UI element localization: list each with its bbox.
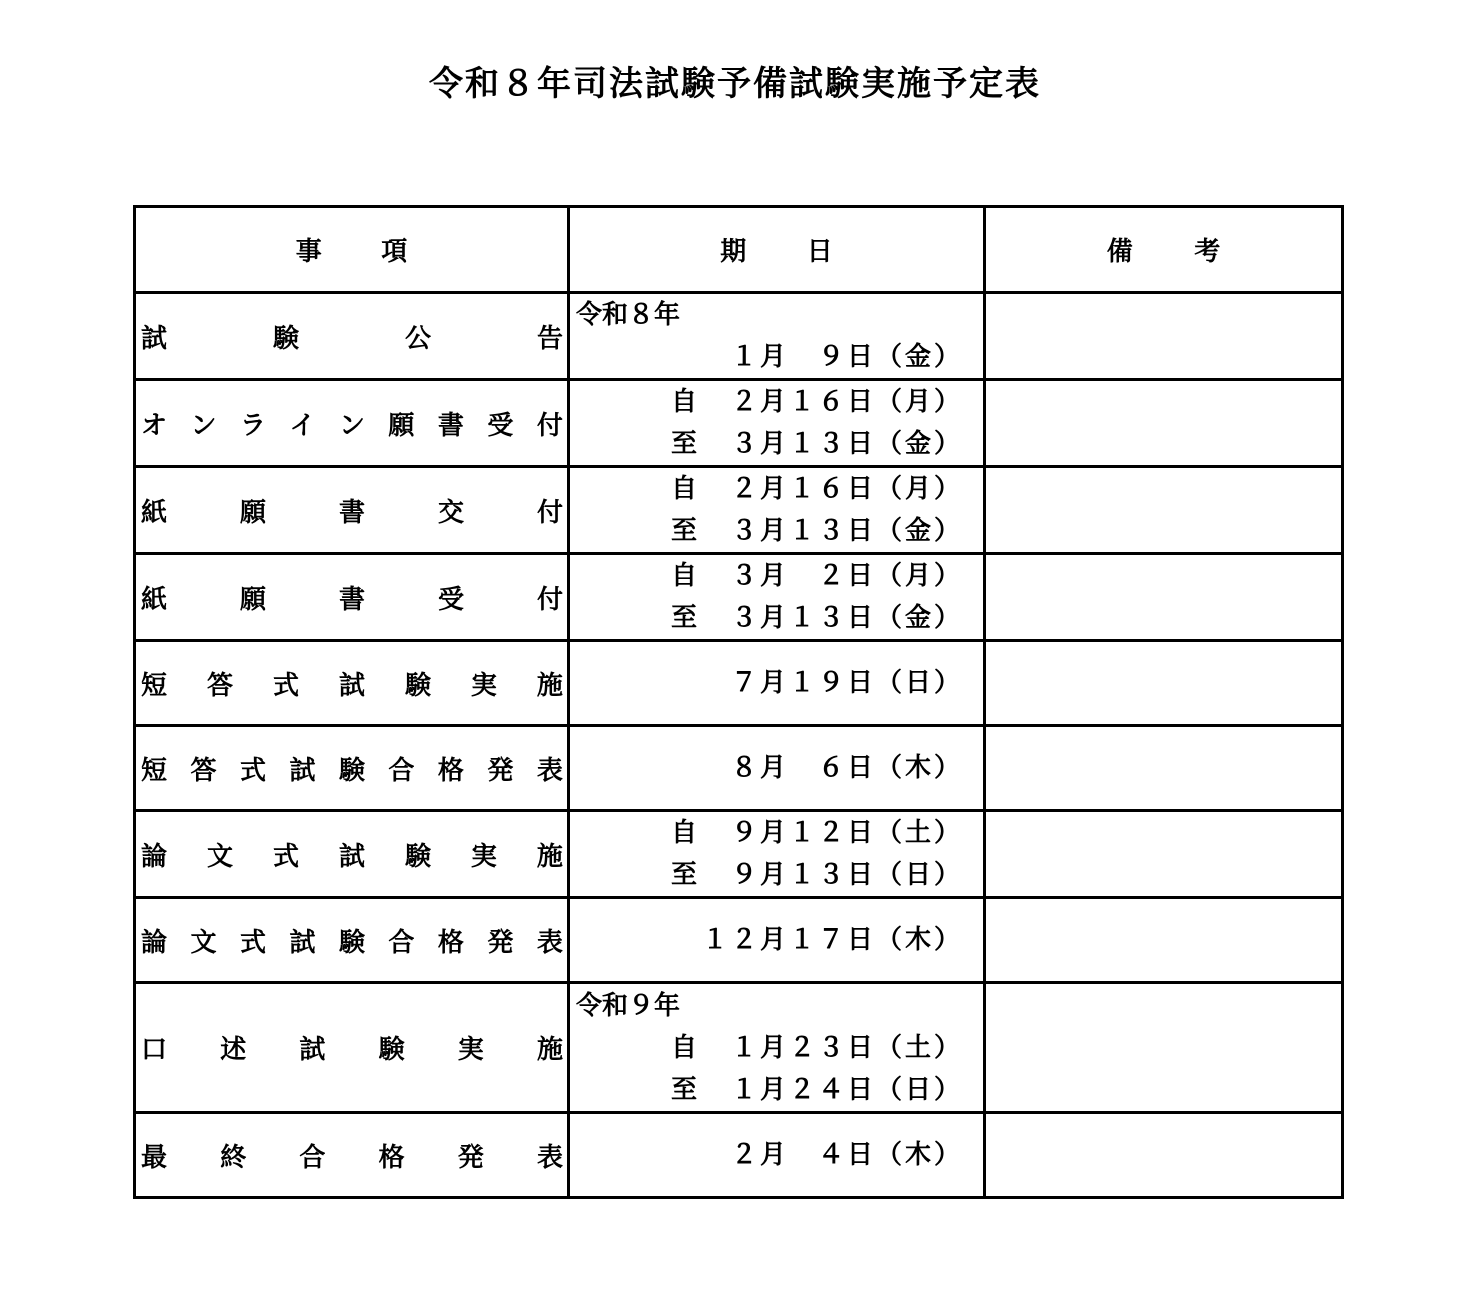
item-cell: [135, 811, 569, 898]
item-char: 表: [536, 755, 563, 786]
date-text: １２月１７日（木）: [701, 925, 963, 955]
date-line: [576, 1027, 963, 1069]
item-char: 付: [536, 497, 563, 528]
date-cell: [569, 898, 985, 983]
item-char: 式: [239, 755, 266, 786]
date-line: [576, 336, 963, 378]
date-line: [576, 1134, 963, 1176]
date-cell: [569, 554, 985, 641]
item-char: オ: [141, 410, 168, 441]
header-note-char: 備: [1106, 237, 1133, 267]
date-range-marker: 自: [670, 387, 697, 417]
header-note-char: 考: [1194, 237, 1221, 267]
item-char: 式: [272, 841, 299, 872]
item-char: 試: [338, 670, 365, 701]
item-char: ン: [190, 410, 217, 441]
date-text: ３月１３日（金）: [730, 429, 963, 459]
date-line: [576, 1069, 963, 1111]
item-char: 受: [487, 410, 514, 441]
item-char: 短: [141, 670, 168, 701]
item-char: 格: [437, 755, 464, 786]
item-char: 試: [141, 323, 168, 354]
item-char: 格: [378, 1142, 405, 1173]
header-date-char: 期: [720, 237, 747, 267]
date-line: [576, 812, 963, 854]
date-text: ８月 ６日（木）: [730, 753, 963, 783]
date-text: ９月１３日（日）: [730, 860, 963, 890]
item-char: 終: [220, 1142, 247, 1173]
date-line: [576, 597, 963, 639]
date-text: ２月 ４日（木）: [730, 1140, 963, 1170]
item-char: 告: [536, 323, 563, 354]
item-char: 付: [536, 584, 563, 615]
item-char: 試: [289, 927, 316, 958]
item-char: 文: [190, 927, 217, 958]
date-line: [576, 919, 963, 961]
header-item-char: 項: [381, 237, 408, 267]
item-char: 願: [239, 584, 266, 615]
date-text: ３月１３日（金）: [730, 603, 963, 633]
table-row: [135, 898, 1343, 983]
note-cell: [985, 983, 1343, 1113]
date-range-marker: 至: [670, 603, 697, 633]
note-cell: [985, 293, 1343, 380]
item-cell: [135, 380, 569, 467]
table-row: [135, 641, 1343, 726]
table-body: [135, 293, 1343, 1198]
document-title: 令和８年司法試験予備試験実施予定表: [429, 64, 1041, 104]
item-char: 受: [437, 584, 464, 615]
date-text: ２月１６日（月）: [730, 474, 963, 504]
header-item: [135, 207, 569, 293]
date-text: ３月 ２日（月）: [730, 561, 963, 591]
date-range-marker: 至: [670, 1074, 697, 1105]
item-cell: [135, 898, 569, 983]
item-char: 交: [437, 497, 464, 528]
item-char: 験: [378, 1035, 405, 1065]
header-date-char: 日: [806, 237, 833, 267]
date-line: [576, 662, 963, 704]
date-cell: [569, 983, 985, 1113]
item-cell: [135, 554, 569, 641]
item-char: 答: [206, 670, 233, 701]
date-cell: [569, 641, 985, 726]
item-char: 合: [388, 927, 415, 958]
note-cell: [985, 898, 1343, 983]
note-cell: [985, 726, 1343, 811]
date-line: [576, 423, 963, 465]
item-cell: [135, 1113, 569, 1198]
date-cell: [569, 380, 985, 467]
item-char: 答: [190, 755, 217, 786]
item-char: 表: [536, 927, 563, 958]
date-text: ９月１２日（土）: [730, 818, 963, 848]
header-note: [985, 207, 1343, 293]
date-text: １月 ９日（金）: [730, 342, 963, 372]
item-char: ン: [338, 410, 365, 441]
item-char: イ: [289, 410, 316, 441]
item-char: 験: [272, 323, 299, 354]
date-text: ３月１３日（金）: [730, 516, 963, 546]
item-char: 験: [338, 927, 365, 958]
item-char: 施: [536, 841, 563, 872]
item-char: 短: [141, 755, 168, 786]
item-char: 論: [141, 927, 168, 958]
table-row: [135, 467, 1343, 554]
item-cell: [135, 641, 569, 726]
item-char: 文: [206, 841, 233, 872]
date-cell: [569, 293, 985, 380]
note-cell: [985, 1113, 1343, 1198]
date-cell: [569, 1113, 985, 1198]
date-range-marker: 至: [670, 516, 697, 546]
item-char: 表: [536, 1142, 563, 1173]
date-line: [576, 555, 963, 597]
item-char: 格: [437, 927, 464, 958]
item-char: 実: [457, 1035, 484, 1065]
schedule-table: [133, 205, 1344, 1199]
item-char: 試: [299, 1035, 326, 1065]
date-range-marker: 自: [670, 561, 697, 591]
item-char: 験: [404, 670, 431, 701]
item-char: 付: [536, 410, 563, 441]
note-cell: [985, 380, 1343, 467]
table-row: [135, 293, 1343, 380]
era-label: 令和８年: [576, 300, 681, 330]
date-line: [576, 747, 963, 789]
item-cell: [135, 983, 569, 1113]
date-range-marker: 自: [670, 818, 697, 848]
table-row: [135, 380, 1343, 467]
item-char: 発: [457, 1142, 484, 1173]
date-range-marker: 自: [670, 1032, 697, 1063]
item-char: 願: [388, 410, 415, 441]
item-char: 実: [470, 841, 497, 872]
item-char: 試: [289, 755, 316, 786]
table-row: [135, 1113, 1343, 1198]
item-char: 実: [470, 670, 497, 701]
item-char: 式: [272, 670, 299, 701]
date-range-marker: 至: [670, 860, 697, 890]
item-char: 紙: [141, 497, 168, 528]
date-text: １月２３日（土）: [730, 1032, 963, 1063]
item-char: 合: [388, 755, 415, 786]
item-char: 施: [536, 670, 563, 701]
table-row: [135, 983, 1343, 1113]
date-cell: [569, 467, 985, 554]
item-char: 書: [338, 497, 365, 528]
date-line: [576, 468, 963, 510]
item-char: 論: [141, 841, 168, 872]
note-cell: [985, 554, 1343, 641]
item-char: ラ: [239, 410, 266, 441]
date-line: [576, 854, 963, 896]
item-char: 書: [338, 584, 365, 615]
table-header-row: [135, 207, 1343, 293]
date-line: [576, 510, 963, 552]
item-cell: [135, 726, 569, 811]
date-line: [576, 381, 963, 423]
item-char: 試: [338, 841, 365, 872]
table-row: [135, 554, 1343, 641]
note-cell: [985, 811, 1343, 898]
date-text: ７月１９日（日）: [730, 668, 963, 698]
item-char: 述: [220, 1035, 247, 1065]
era-label: 令和９年: [576, 990, 681, 1021]
item-char: 発: [487, 927, 514, 958]
note-cell: [985, 641, 1343, 726]
item-char: 紙: [141, 584, 168, 615]
item-char: 公: [404, 323, 431, 354]
item-char: 発: [487, 755, 514, 786]
item-char: 合: [299, 1142, 326, 1173]
date-text: １月２４日（日）: [730, 1074, 963, 1105]
date-cell: [569, 811, 985, 898]
header-date: [569, 207, 985, 293]
item-char: 最: [141, 1142, 168, 1173]
item-char: 験: [404, 841, 431, 872]
header-item-char: 事: [295, 237, 322, 267]
item-char: 式: [239, 927, 266, 958]
table-row: [135, 811, 1343, 898]
item-char: 書: [437, 410, 464, 441]
table-row: [135, 726, 1343, 811]
date-text: ２月１６日（月）: [730, 387, 963, 417]
item-char: 施: [536, 1035, 563, 1065]
date-range-marker: 至: [670, 429, 697, 459]
item-char: 願: [239, 497, 266, 528]
item-char: 口: [141, 1035, 168, 1065]
item-cell: [135, 467, 569, 554]
date-range-marker: 自: [670, 474, 697, 504]
item-char: 験: [338, 755, 365, 786]
date-cell: [569, 726, 985, 811]
note-cell: [985, 467, 1343, 554]
item-cell: [135, 293, 569, 380]
